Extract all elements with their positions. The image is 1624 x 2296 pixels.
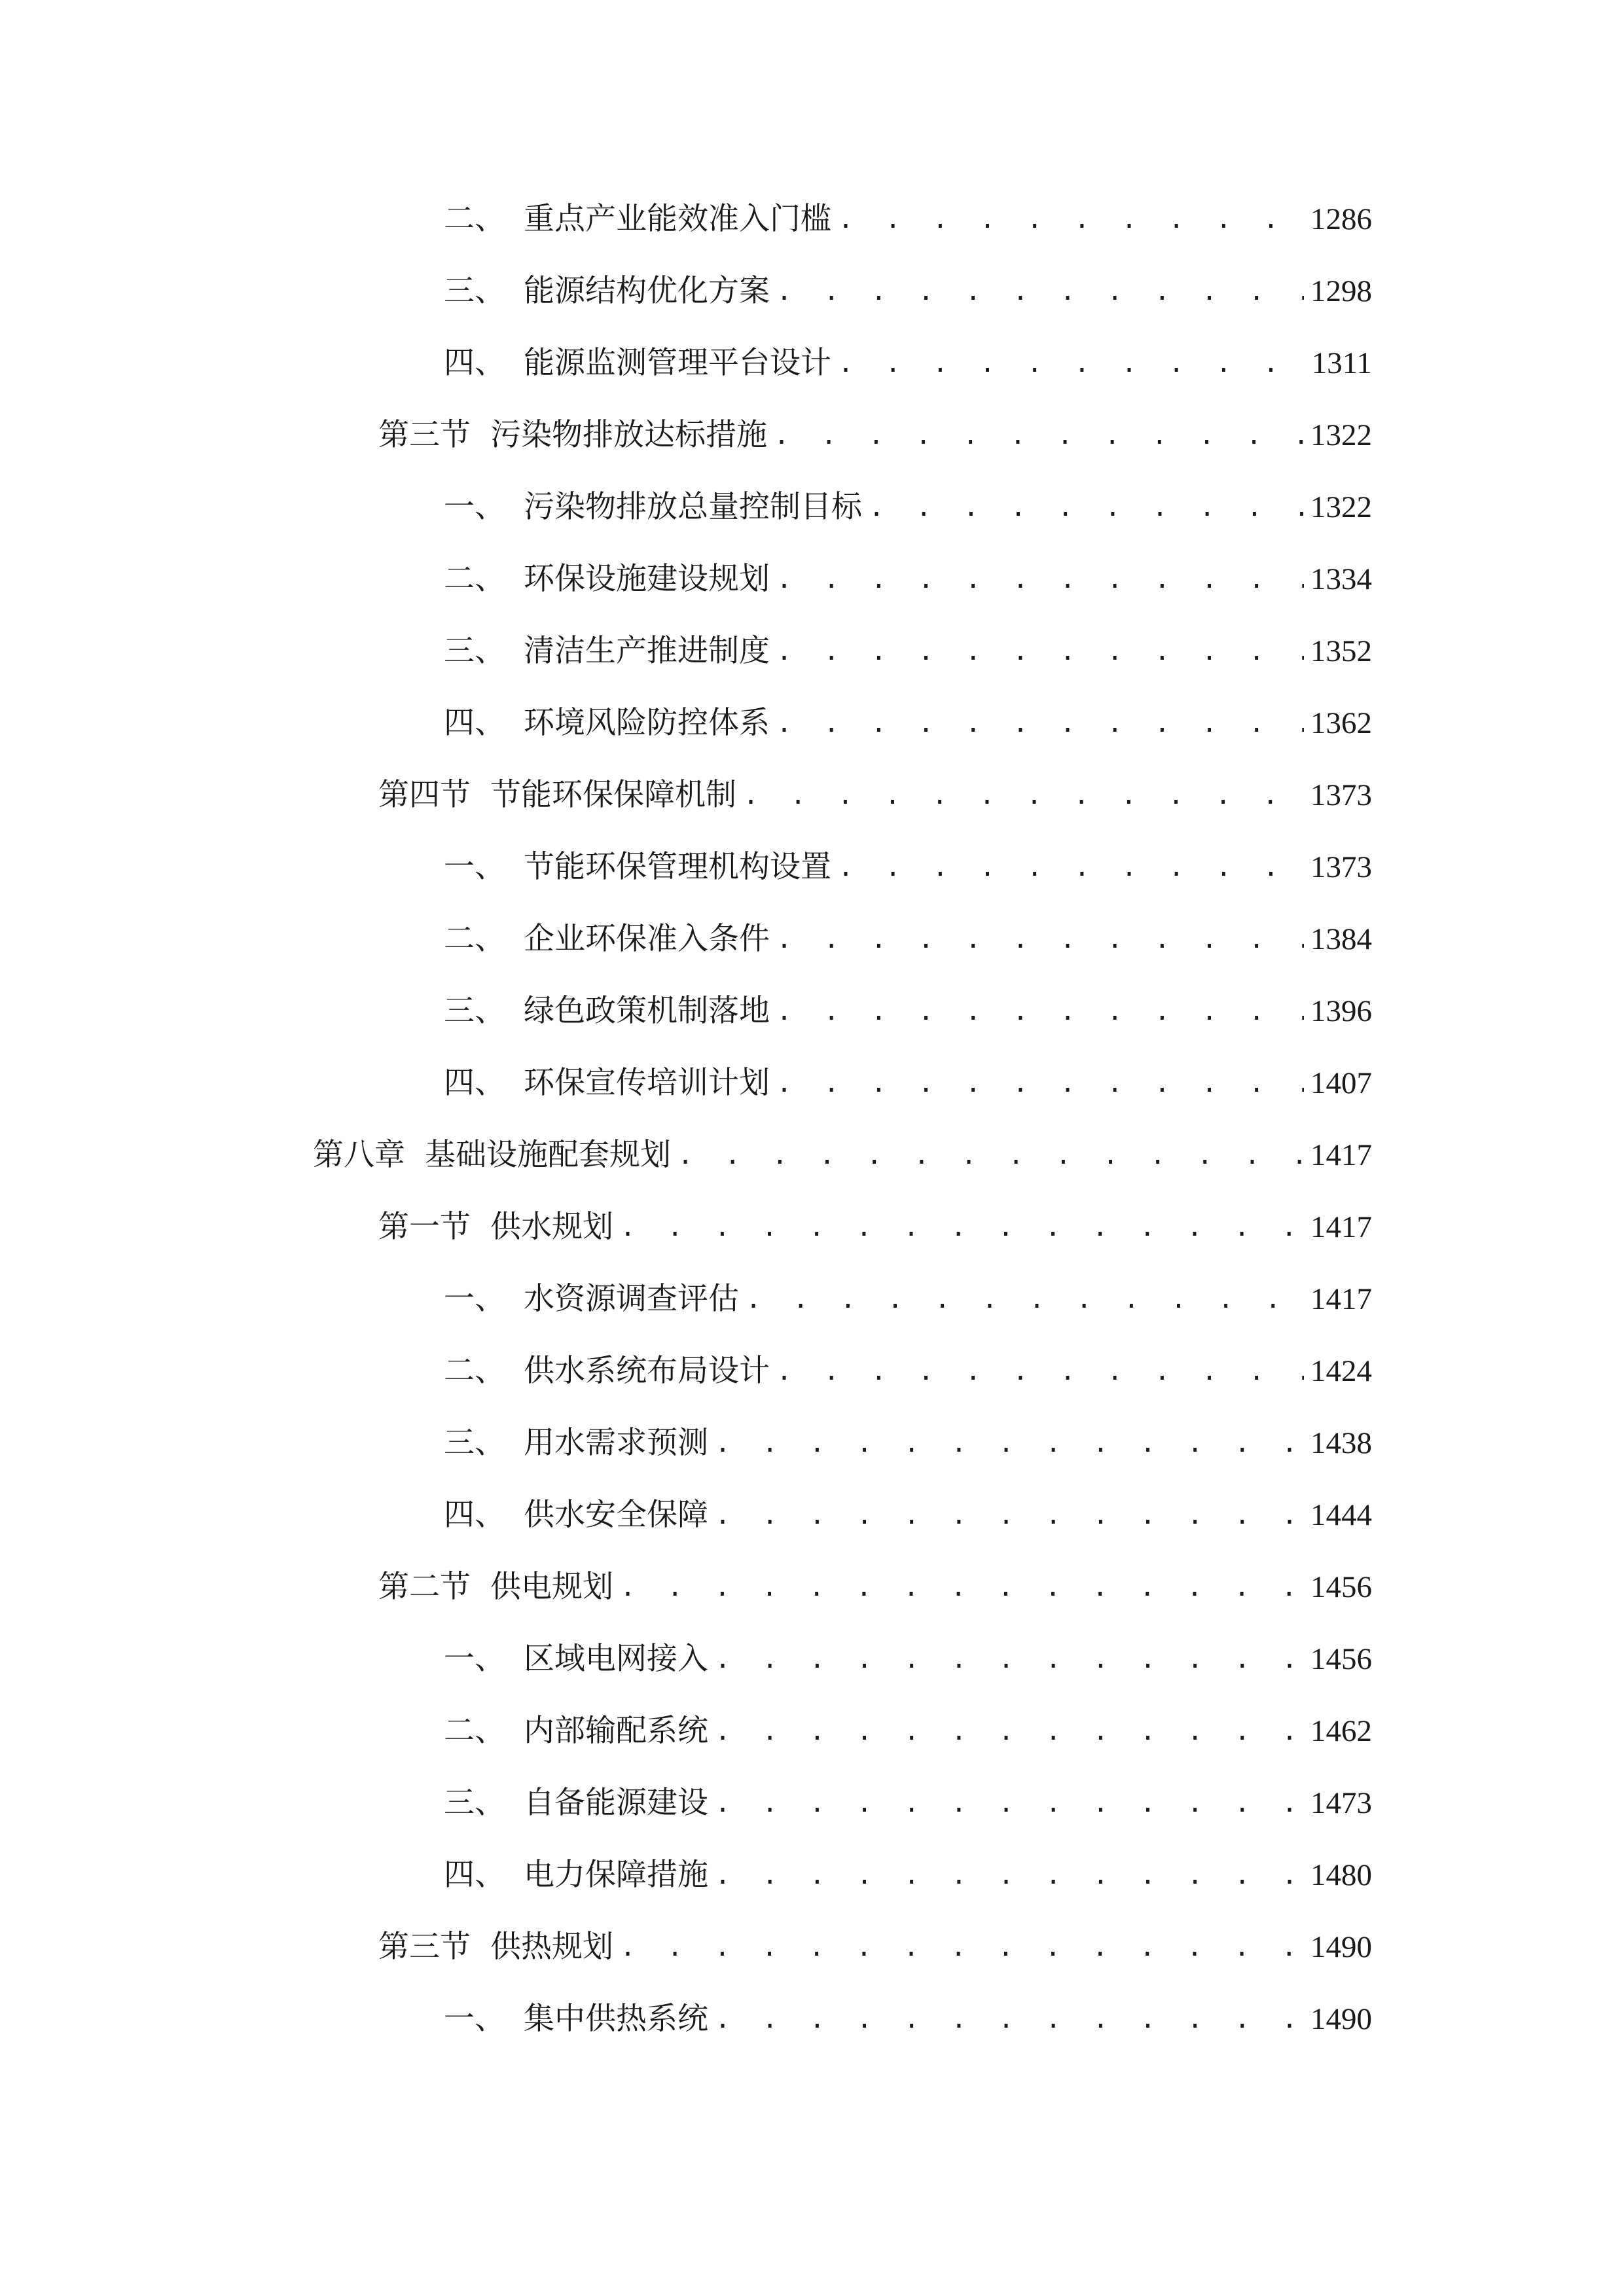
toc-entry[interactable] [444, 1996, 1372, 2042]
toc-entry-page-number: 1444 [1310, 1498, 1372, 1532]
toc-entry-number: 二、 [444, 561, 505, 597]
toc-entry-number: 四、 [444, 1497, 505, 1533]
dot-leader [715, 1420, 1304, 1466]
dot-leader [715, 1636, 1304, 1682]
toc-entry-page-number: 1456 [1310, 1642, 1372, 1676]
toc-entry-page-number: 1490 [1310, 1930, 1372, 1964]
toc-entry-page-number: 1480 [1310, 1858, 1372, 1892]
toc-entry-number: 二、 [444, 1713, 505, 1749]
toc-entry-page-number: 1362 [1310, 706, 1372, 740]
toc-entry-title: 供热规划 [490, 1929, 613, 1965]
toc-entry-page-number: 1286 [1310, 202, 1372, 236]
toc-entry-number: 一、 [444, 2001, 505, 2037]
dot-leader [776, 1060, 1304, 1106]
toc-entry-page-number: 1373 [1310, 778, 1372, 812]
dot-leader [715, 1492, 1304, 1538]
toc-entry-number: 二、 [444, 921, 505, 957]
toc-entry-page-number: 1417 [1310, 1210, 1372, 1244]
dot-leader [776, 556, 1304, 602]
toc-entry[interactable] [313, 1132, 1372, 1178]
toc-entry[interactable] [444, 916, 1372, 962]
toc-entry-title: 集中供热系统 [524, 2001, 708, 2037]
toc-entry-number: 一、 [444, 489, 505, 525]
dot-leader [677, 1132, 1304, 1178]
toc-entry[interactable] [444, 340, 1372, 386]
toc-entry-page-number: 1311 [1311, 346, 1372, 380]
toc-entry-number: 一、 [444, 1641, 505, 1677]
dot-leader [776, 268, 1304, 314]
dot-leader [776, 628, 1304, 674]
toc-entry[interactable] [444, 1348, 1372, 1394]
toc-entry-title: 电力保障措施 [524, 1857, 708, 1893]
dot-leader [776, 916, 1304, 962]
toc-entry-number: 第一节 [378, 1209, 471, 1245]
dot-leader [776, 1348, 1304, 1394]
toc-entry-number: 三、 [444, 273, 505, 309]
toc-entry-number: 第八章 [313, 1137, 405, 1173]
toc-entry-page-number: 1322 [1310, 490, 1372, 524]
toc-entry-number: 四、 [444, 345, 505, 381]
toc-entry-title: 清洁生产推进制度 [524, 633, 770, 669]
toc-entry[interactable] [444, 196, 1372, 242]
toc-entry[interactable] [444, 700, 1372, 746]
dot-leader [838, 340, 1305, 386]
toc-entry-page-number: 1373 [1310, 850, 1372, 884]
dot-leader [715, 1780, 1304, 1826]
toc-entry-number: 第二节 [378, 1569, 471, 1605]
toc-entry-title: 能源结构优化方案 [524, 273, 770, 309]
toc-entry[interactable] [444, 268, 1372, 314]
dot-leader [776, 700, 1304, 746]
toc-entry-title: 供电规划 [490, 1569, 613, 1605]
dot-leader [620, 1204, 1304, 1250]
toc-entry-page-number: 1352 [1310, 634, 1372, 668]
toc-entry-page-number: 1456 [1310, 1570, 1372, 1604]
toc-entry-number: 一、 [444, 1281, 505, 1317]
dot-leader [715, 1852, 1304, 1898]
toc-entry-number: 三、 [444, 993, 505, 1029]
toc-entry-page-number: 1417 [1310, 1138, 1372, 1172]
toc-entry-number: 第三节 [378, 1929, 471, 1965]
toc-entry[interactable] [444, 1420, 1372, 1466]
toc-entry-page-number: 1298 [1310, 274, 1372, 308]
dot-leader [743, 772, 1304, 818]
toc-entry[interactable] [444, 1636, 1372, 1682]
toc-entry-page-number: 1424 [1310, 1354, 1372, 1388]
toc-entry-number: 四、 [444, 705, 505, 741]
toc-entry-title: 环保设施建设规划 [524, 561, 770, 597]
toc-entry-page-number: 1417 [1310, 1282, 1372, 1316]
toc-entry-title: 环保宣传培训计划 [524, 1065, 770, 1101]
toc-entry-title: 企业环保准入条件 [524, 921, 770, 957]
toc-entry[interactable] [378, 1564, 1372, 1610]
toc-entry-page-number: 1462 [1310, 1714, 1372, 1748]
toc-entry[interactable] [444, 1780, 1372, 1826]
toc-entry-number: 三、 [444, 1425, 505, 1461]
toc-entry[interactable] [444, 1708, 1372, 1754]
dot-leader [746, 1276, 1304, 1322]
toc-entry-page-number: 1438 [1310, 1426, 1372, 1460]
toc-entry-number: 四、 [444, 1065, 505, 1101]
toc-entry-title: 环境风险防控体系 [524, 705, 770, 741]
toc-entry-number: 第四节 [378, 777, 471, 813]
toc-entry-page-number: 1334 [1310, 562, 1372, 596]
toc-entry[interactable] [444, 1276, 1372, 1322]
dot-leader [776, 988, 1304, 1034]
toc-entry[interactable] [378, 1204, 1372, 1250]
toc-entry-page-number: 1322 [1310, 418, 1372, 452]
dot-leader [715, 1708, 1304, 1754]
dot-leader [774, 412, 1304, 458]
toc-entry-number: 第三节 [378, 417, 471, 453]
toc-entry-title: 供水系统布局设计 [524, 1353, 770, 1389]
toc-entry-title: 能源监测管理平台设计 [524, 345, 831, 381]
toc-entry-title: 用水需求预测 [524, 1425, 708, 1461]
dot-leader [620, 1564, 1304, 1610]
toc-entry-title: 节能环保保障机制 [490, 777, 736, 813]
toc-entry-title: 绿色政策机制落地 [524, 993, 770, 1029]
dot-leader [838, 844, 1304, 890]
toc-entry-title: 区域电网接入 [524, 1641, 708, 1677]
toc-entry-title: 水资源调查评估 [524, 1281, 739, 1317]
toc-entry[interactable] [444, 988, 1372, 1034]
toc-entry[interactable] [378, 412, 1372, 458]
toc-entry-title: 污染物排放达标措施 [490, 417, 767, 453]
toc-entry-number: 三、 [444, 633, 505, 669]
toc-entry[interactable] [444, 1060, 1372, 1106]
toc-entry-page-number: 1384 [1310, 922, 1372, 956]
toc-entry-number: 四、 [444, 1857, 505, 1893]
toc-entry-number: 二、 [444, 201, 505, 237]
toc-entry-number: 一、 [444, 849, 505, 885]
toc-entry-title: 供水安全保障 [524, 1497, 708, 1533]
dot-leader [838, 196, 1304, 242]
dot-leader [620, 1924, 1304, 1970]
toc-entry-title: 供水规划 [490, 1209, 613, 1245]
toc-entry[interactable] [444, 628, 1372, 674]
toc-entry-title: 内部输配系统 [524, 1713, 708, 1749]
toc-entry[interactable] [444, 844, 1372, 890]
toc-entry[interactable] [444, 556, 1372, 602]
toc-entry-title: 污染物排放总量控制目标 [524, 489, 862, 525]
toc-entry-title: 自备能源建设 [524, 1785, 708, 1821]
toc-entry-page-number: 1407 [1310, 1066, 1372, 1100]
toc-entry-title: 重点产业能效准入门槛 [524, 201, 831, 237]
toc-entry-number: 二、 [444, 1353, 505, 1389]
toc-entry[interactable] [378, 772, 1372, 818]
toc-entry[interactable] [444, 484, 1372, 530]
toc-entry-title: 节能环保管理机构设置 [524, 849, 831, 885]
toc-entry[interactable] [444, 1492, 1372, 1538]
dot-leader [715, 1996, 1304, 2042]
toc-entry-page-number: 1490 [1310, 2002, 1372, 2036]
toc-entry-number: 三、 [444, 1785, 505, 1821]
toc-entry[interactable] [378, 1924, 1372, 1970]
toc-entry-page-number: 1473 [1310, 1786, 1372, 1820]
toc-entry-page-number: 1396 [1310, 994, 1372, 1028]
toc-entry-title: 基础设施配套规划 [425, 1137, 671, 1173]
dot-leader [869, 484, 1304, 530]
toc-entry[interactable] [444, 1852, 1372, 1898]
